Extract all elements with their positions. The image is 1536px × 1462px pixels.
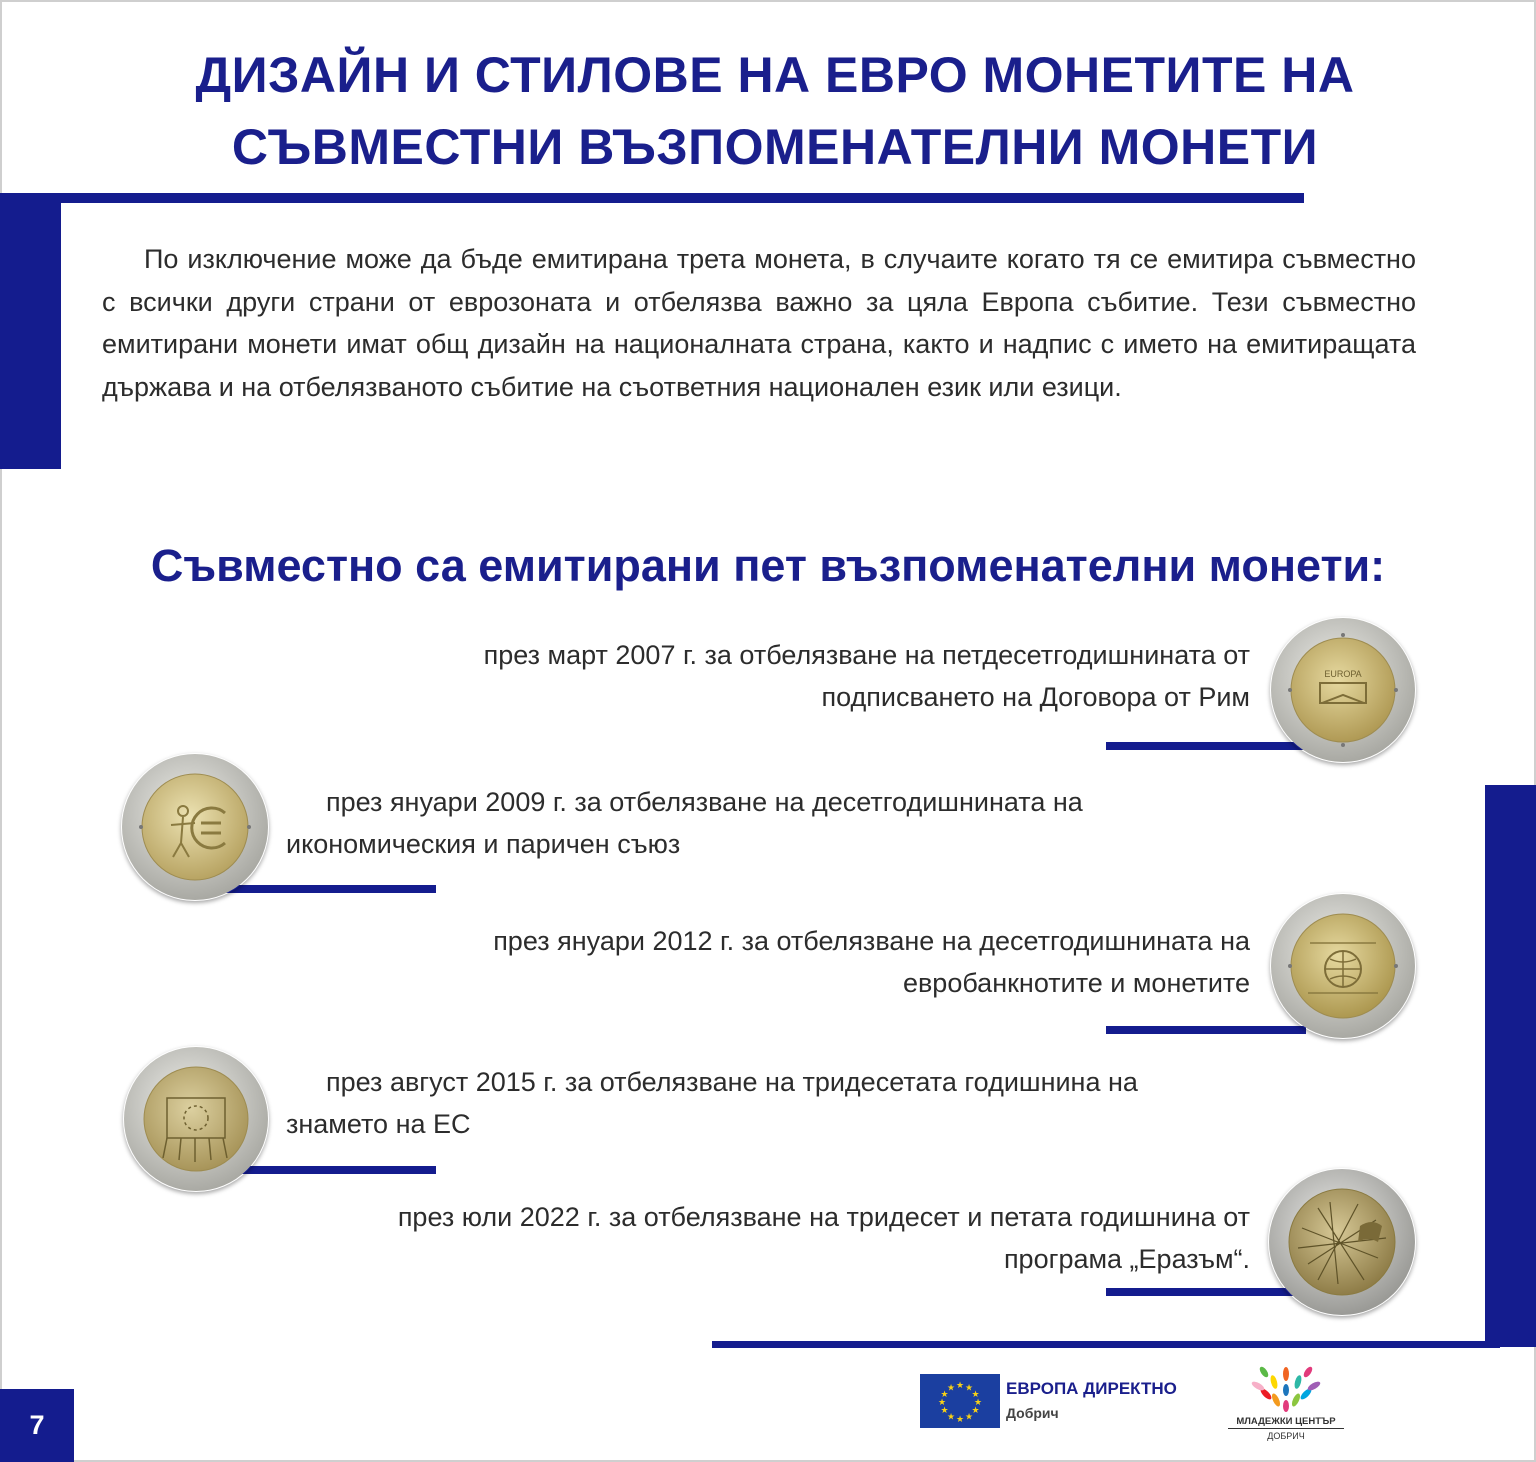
intro-paragraph bbox=[102, 238, 1416, 408]
coin-erasmus-icon bbox=[1268, 1168, 1416, 1316]
section-subtitle: Съвместно са емитирани пет възпоменателни монети: bbox=[150, 540, 1386, 591]
svg-text:★: ★ bbox=[937, 1398, 947, 1408]
bottom-rule bbox=[712, 1341, 1500, 1348]
europe-direct-city: Добрич bbox=[1006, 1405, 1059, 1421]
coin-entry-2015 bbox=[286, 1061, 1286, 1145]
left-accent-block bbox=[0, 193, 61, 469]
coin-entry-text-line1: през август 2015 г. за отбелязване на тридесетата годишнина на bbox=[326, 1067, 1138, 1097]
youth-center-city: ДОБРИЧ bbox=[1267, 1431, 1305, 1441]
svg-text:★: ★ bbox=[940, 1406, 949, 1416]
eu-flag-icon bbox=[920, 1374, 1000, 1428]
intro-text: По изключение може да бъде емитирана трета монета, в случаите когато тя се емитира съвместно с всички други страни от еврозоната и отбелязва важно за цяла Европа събитие. Тези съвместно емитирани монети имат общ дизайн на националната страна, както и надпис с името на емитиращата държава и на отбелязваното събитие на съответния национален език или езици. bbox=[102, 244, 1416, 402]
europe-direct-name: ЕВРОПА ДИРЕКТНО bbox=[1006, 1379, 1177, 1398]
coin-entry-text-line2: знамето на ЕС bbox=[286, 1109, 471, 1139]
coin-entry-text-line2: програма „Еразъм“. bbox=[1003, 1244, 1250, 1274]
page-title-line1: ДИЗАЙН И СТИЛОВЕ НА ЕВРО МОНЕТИТЕ НА bbox=[195, 47, 1355, 103]
coin-entry-text-line1: през юли 2022 г. за отбелязване на тридесет и петата годишнина от bbox=[397, 1202, 1250, 1232]
svg-text:★: ★ bbox=[940, 1390, 949, 1400]
youth-center-name: МЛАДЕЖКИ ЦЕНТЪР bbox=[1228, 1416, 1344, 1429]
coin-treaty-of-rome-icon bbox=[1270, 617, 1416, 763]
coin-entry-text-line1: през март 2007 г. за отбелязване на петдесетгодишнината от bbox=[483, 640, 1250, 670]
svg-text:★: ★ bbox=[946, 1412, 956, 1423]
coin-entry-text-line1: през януари 2009 г. за отбелязване на десетгодишнината на bbox=[326, 787, 1083, 817]
svg-text:★: ★ bbox=[955, 1415, 965, 1425]
svg-text:★: ★ bbox=[971, 1406, 980, 1416]
coin-entry-2009 bbox=[286, 781, 1246, 865]
page-title-line2: СЪВМЕСТНИ ВЪЗПОМЕНАТЕЛНИ МОНЕТИ bbox=[231, 119, 1319, 175]
svg-text:★: ★ bbox=[964, 1412, 974, 1423]
coin-entry-text-line1: през януари 2012 г. за отбелязване на десетгодишнината на bbox=[493, 926, 1250, 956]
svg-text:★: ★ bbox=[955, 1381, 965, 1391]
svg-text:★: ★ bbox=[946, 1383, 956, 1394]
coin-entry-text-line2: икономическия и паричен съюз bbox=[286, 829, 681, 859]
svg-text:★: ★ bbox=[971, 1390, 980, 1400]
svg-text:EUROPA: EUROPA bbox=[1324, 669, 1362, 679]
coin-emu-icon bbox=[121, 753, 269, 901]
youth-center-logo-icon bbox=[1240, 1360, 1332, 1412]
coin-entry-2012 bbox=[250, 920, 1250, 1004]
coin-entry-text-line2: евробанкнотите и монетите bbox=[902, 968, 1250, 998]
svg-text:★: ★ bbox=[964, 1383, 974, 1394]
coin-entry-text-line2: подписването на Договора от Рим bbox=[821, 682, 1250, 712]
coin-entry-2022 bbox=[150, 1196, 1250, 1280]
coin-entry-2007 bbox=[250, 634, 1250, 718]
page-number: 7 bbox=[0, 1389, 74, 1462]
right-accent-block bbox=[1485, 785, 1536, 1347]
coin-euro-cash-icon bbox=[1270, 893, 1416, 1039]
title-underline bbox=[0, 193, 1304, 203]
coin-eu-flag-icon bbox=[123, 1046, 269, 1192]
svg-text:★: ★ bbox=[973, 1398, 983, 1408]
